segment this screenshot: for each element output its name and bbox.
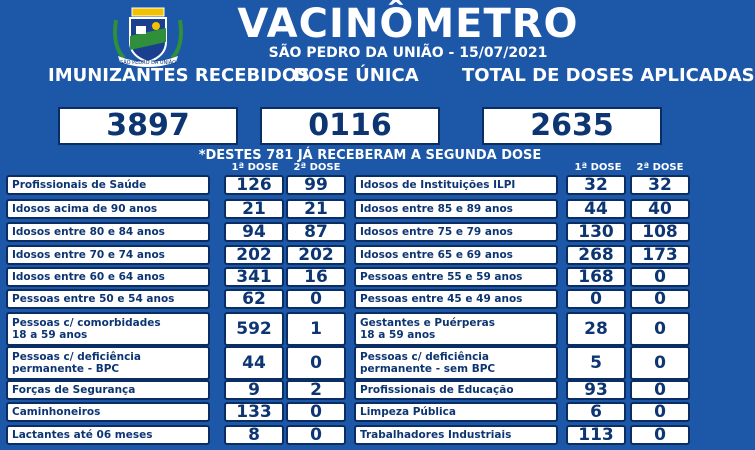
- page-title: VACINÔMETRO: [237, 1, 579, 47]
- first-dose-value: 93: [566, 380, 626, 400]
- first-dose-value: 94: [224, 222, 284, 242]
- first-dose-value: 113: [566, 425, 626, 445]
- table-row: [6, 425, 348, 445]
- second-dose-value: 87: [286, 222, 346, 242]
- second-dose-value: 202: [286, 245, 346, 265]
- table-row: [354, 245, 696, 265]
- second-dose-value: 16: [286, 267, 346, 287]
- table-row: [354, 199, 696, 219]
- first-dose-value: 130: [566, 222, 626, 242]
- table-row: [6, 380, 348, 400]
- second-dose-value: 0: [630, 289, 690, 309]
- row-label: Gestantes e Puérperas 18 a 59 anos: [354, 312, 558, 346]
- table-row: [354, 267, 696, 287]
- svg-text:SÃO PEDRO DA UNIÃO: SÃO PEDRO DA UNIÃO: [119, 60, 177, 66]
- table-row: [354, 175, 696, 195]
- first-dose-value: 8: [224, 425, 284, 445]
- first-dose-value: 44: [566, 199, 626, 219]
- second-dose-value: 99: [286, 175, 346, 195]
- row-label: Idosos entre 60 e 64 anos: [6, 267, 210, 287]
- row-label: Idosos entre 80 e 84 anos: [6, 222, 210, 242]
- row-label: Idosos de Instituições ILPI: [354, 175, 558, 195]
- first-dose-value: 5: [566, 346, 626, 380]
- first-dose-value: 592: [224, 312, 284, 346]
- second-dose-value: 173: [630, 245, 690, 265]
- first-dose-value: 62: [224, 289, 284, 309]
- table-row: [6, 175, 348, 195]
- second-dose-value: 0: [630, 346, 690, 380]
- row-label: Trabalhadores Industriais: [354, 425, 558, 445]
- first-dose-value: 21: [224, 199, 284, 219]
- row-label: Profissionais de Saúde: [6, 175, 210, 195]
- row-label: Pessoas entre 50 e 54 anos: [6, 289, 210, 309]
- row-label: Pessoas c/ comorbidades 18 a 59 anos: [6, 312, 210, 346]
- first-dose-value: 341: [224, 267, 284, 287]
- table-row: [6, 199, 348, 219]
- row-label: Caminhoneiros: [6, 402, 210, 422]
- first-dose-value: 126: [224, 175, 284, 195]
- first-dose-value: 268: [566, 245, 626, 265]
- second-dose-value: 2: [286, 380, 346, 400]
- municipal-crest-icon: [106, 6, 190, 68]
- table-row: [354, 289, 696, 309]
- first-dose-value: 168: [566, 267, 626, 287]
- table-row: [6, 402, 348, 422]
- second-dose-value: 0: [630, 312, 690, 346]
- second-dose-value: 0: [286, 346, 346, 380]
- table-row: [6, 312, 348, 346]
- first-dose-value: 202: [224, 245, 284, 265]
- row-label: Lactantes até 06 meses: [6, 425, 210, 445]
- right-second-dose-header: 2ª DOSE: [636, 162, 684, 173]
- stat-label-single-dose: DOSE ÚNICA: [293, 65, 419, 86]
- stat-value-single-dose: 0116: [260, 107, 440, 145]
- first-dose-value: 28: [566, 312, 626, 346]
- stat-value-received: 3897: [58, 107, 238, 145]
- row-label: Pessoas c/ deficiência permanente - BPC: [6, 346, 210, 380]
- row-label: Profissionais de Educação: [354, 380, 558, 400]
- row-label: Pessoas entre 45 e 49 anos: [354, 289, 558, 309]
- row-label: Forças de Segurança: [6, 380, 210, 400]
- second-dose-value: 108: [630, 222, 690, 242]
- table-row: [354, 222, 696, 242]
- first-dose-value: 9: [224, 380, 284, 400]
- row-label: Pessoas entre 55 e 59 anos: [354, 267, 558, 287]
- left-first-dose-header: 1ª DOSE: [231, 162, 279, 173]
- second-dose-value: 0: [630, 402, 690, 422]
- row-label: Idosos acima de 90 anos: [6, 199, 210, 219]
- first-dose-value: 32: [566, 175, 626, 195]
- second-dose-value: 0: [630, 425, 690, 445]
- first-dose-value: 133: [224, 402, 284, 422]
- table-row: [6, 222, 348, 242]
- page-subtitle: SÃO PEDRO DA UNIÃO - 15/07/2021: [268, 45, 548, 61]
- table-row: [354, 346, 696, 380]
- stat-label-total-applied: TOTAL DE DOSES APLICADAS: [462, 65, 755, 86]
- table-row: [6, 267, 348, 287]
- second-dose-value: 21: [286, 199, 346, 219]
- right-first-dose-header: 1ª DOSE: [574, 162, 622, 173]
- table-row: [6, 245, 348, 265]
- stat-value-total-applied: 2635: [482, 107, 662, 145]
- second-dose-value: 0: [630, 267, 690, 287]
- row-label: Pessoas c/ deficiência permanente - sem BPC: [354, 346, 558, 380]
- left-second-dose-header: 2ª DOSE: [293, 162, 341, 173]
- first-dose-value: 44: [224, 346, 284, 380]
- first-dose-value: 0: [566, 289, 626, 309]
- table-row: [354, 312, 696, 346]
- row-label: Idosos entre 65 e 69 anos: [354, 245, 558, 265]
- table-row: [354, 425, 696, 445]
- table-row: [354, 402, 696, 422]
- second-dose-value: 32: [630, 175, 690, 195]
- first-dose-value: 6: [566, 402, 626, 422]
- table-row: [354, 380, 696, 400]
- second-dose-note: *DESTES 781 JÁ RECEBERAM A SEGUNDA DOSE: [198, 148, 542, 163]
- table-row: [6, 289, 348, 309]
- row-label: Idosos entre 70 e 74 anos: [6, 245, 210, 265]
- table-row: [6, 346, 348, 380]
- row-label: Idosos entre 75 e 79 anos: [354, 222, 558, 242]
- second-dose-value: 0: [286, 402, 346, 422]
- second-dose-value: 0: [286, 289, 346, 309]
- stat-label-received: IMUNIZANTES RECEBIDOS: [48, 65, 311, 86]
- row-label: Idosos entre 85 e 89 anos: [354, 199, 558, 219]
- row-label: Limpeza Pública: [354, 402, 558, 422]
- second-dose-value: 0: [286, 425, 346, 445]
- second-dose-value: 1: [286, 312, 346, 346]
- second-dose-value: 40: [630, 199, 690, 219]
- second-dose-value: 0: [630, 380, 690, 400]
